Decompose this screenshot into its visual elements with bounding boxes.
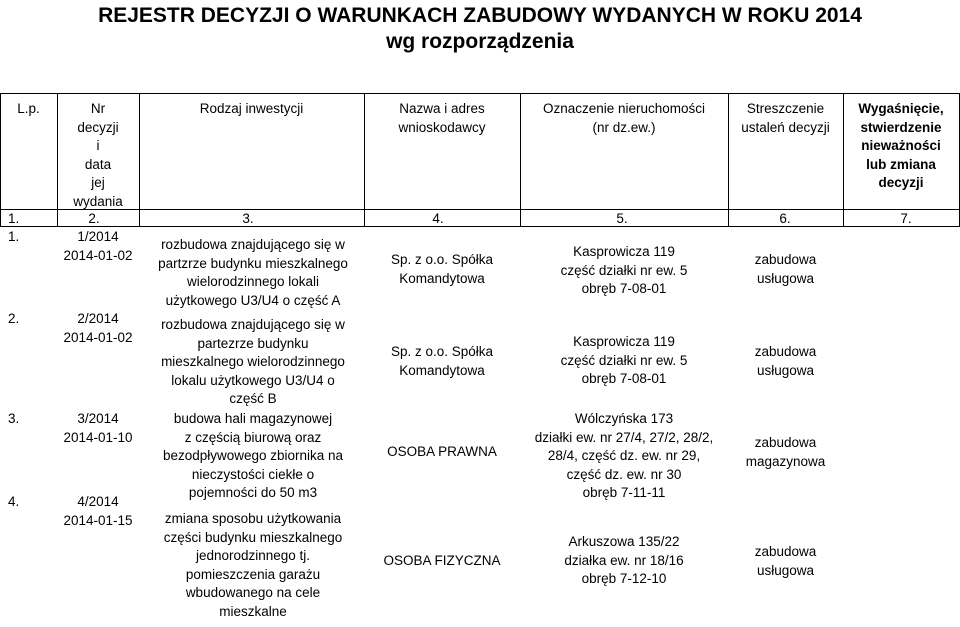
row-lp: 1.: [8, 229, 20, 244]
col-header-wnioskodawca: Nazwa i adres wnioskodawcy: [398, 101, 486, 135]
col-header-nieruchomosc: Oznaczenie nieruchomości (nr dz.ew.): [542, 101, 706, 135]
row-investment-type: rozbudowa znajdującego się w partzrze budynku mieszkalnego wielorodzinnego lokali użytkowego U3/U4 o część A: [158, 237, 348, 308]
row-investment-type: rozbudowa znajdującego się w partezrze budynku mieszkalnego wielorodzinnego lokalu użytkowego U3/U4 o część B: [161, 317, 345, 406]
col-header-nr-decyzji: Nr decyzji i data jej wydania: [73, 101, 123, 209]
row-property: Kasprowicza 119 część działki nr ew. 5 obręb 7-08-01: [560, 334, 688, 386]
row-lp: 4.: [8, 494, 20, 509]
row-summary: zabudowa magazynowa: [745, 435, 826, 469]
row-applicant: OSOBA PRAWNA: [387, 444, 497, 459]
row-investment-type: budowa hali magazynowej z częścią biurową oraz bezodpływowego zbiornika na nieczystości ciekłe o pojemności do 50 m3: [162, 411, 344, 500]
col-header-wygasniecie: Wygaśnięcie, stwierdzenie nieważności lub zmiana decyzji: [858, 101, 944, 190]
col-number: 4.: [432, 211, 444, 226]
row-summary: zabudowa usługowa: [754, 344, 817, 378]
col-header-streszczenie: Streszczenie ustaleń decyzji: [741, 101, 830, 135]
col-number: 2.: [88, 211, 100, 226]
row-summary: zabudowa usługowa: [754, 544, 817, 578]
row-decision-number: 2/2014 2014-01-02: [63, 311, 133, 345]
col-number: 1.: [8, 211, 20, 226]
col-number: 6.: [779, 211, 791, 226]
page-subtitle: wg rozporządzenia: [386, 30, 574, 53]
header-bottom-border: [0, 209, 960, 210]
col-number: 7.: [900, 211, 912, 226]
row-lp: 3.: [8, 411, 20, 426]
row-applicant: OSOBA FIZYCZNA: [383, 553, 501, 568]
row-decision-number: 4/2014 2014-01-15: [63, 494, 133, 528]
col-number: 3.: [242, 211, 254, 226]
row-investment-type: zmiana sposobu użytkowania części budynku mieszkalnego jednorodzinnego tj. pomieszczenia garażu wbudowanego na cele mieszkalne: [163, 511, 343, 619]
row-property: Arkuszowa 135/22 działka ew. nr 18/16 obręb 7-12-10: [564, 534, 684, 586]
col-number: 5.: [616, 211, 628, 226]
col-header-rodzaj-inwestycji: Rodzaj inwestycji: [199, 101, 304, 116]
row-decision-number: 3/2014 2014-01-10: [63, 411, 133, 445]
row-summary: zabudowa usługowa: [754, 252, 817, 286]
row-applicant: Sp. z o.o. Spółka Komandytowa: [390, 344, 494, 378]
column-numbers-bottom-border: [0, 226, 960, 227]
table-top-border: [0, 93, 960, 94]
row-property: Wólczyńska 173 działki ew. nr 27/4, 27/2, 28/2, 28/4, część dz. ew. nr 29, część dz. ew. nr 30 obręb 7-11-11: [534, 411, 714, 500]
row-lp: 2.: [8, 311, 20, 326]
row-property: Kasprowicza 119 część działki nr ew. 5 obręb 7-08-01: [560, 244, 688, 296]
row-applicant: Sp. z o.o. Spółka Komandytowa: [390, 252, 494, 286]
row-decision-number: 1/2014 2014-01-02: [63, 229, 133, 263]
page-title: REJESTR DECYZJI O WARUNKACH ZABUDOWY WYDANYCH W ROKU 2014: [98, 4, 862, 27]
col-header-lp: L.p.: [17, 101, 40, 116]
